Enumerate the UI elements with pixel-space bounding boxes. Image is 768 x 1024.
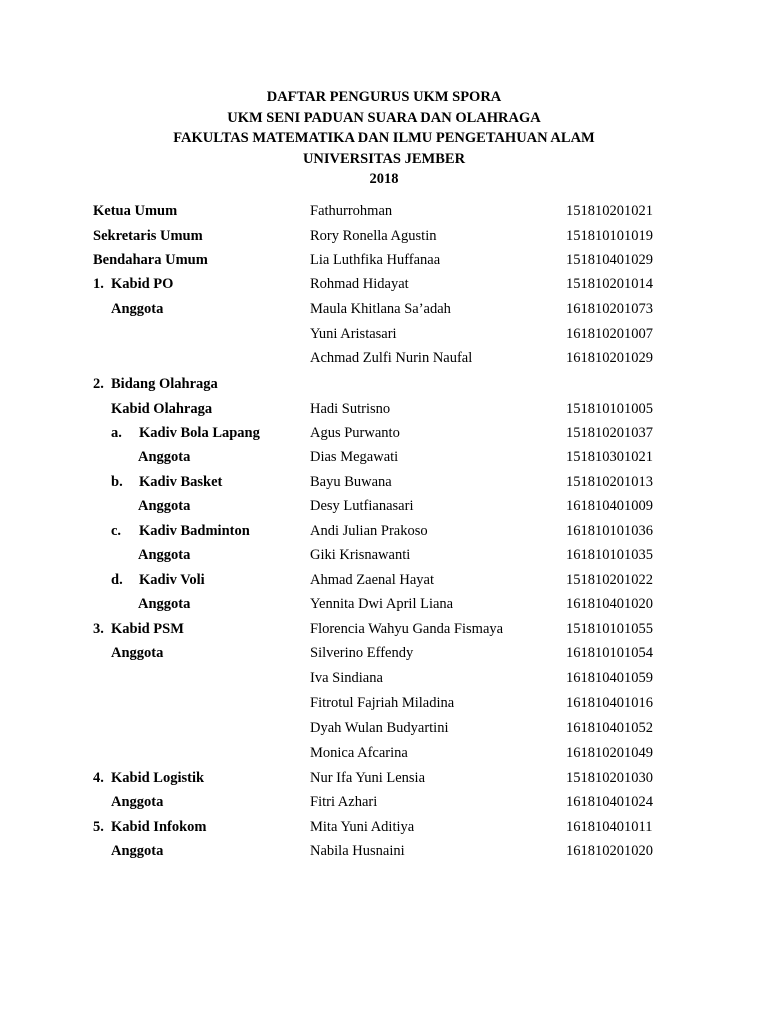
member-nim: 161810401016 [566,695,653,711]
member-name: Fitri Azhari [310,794,378,810]
table-row [0,520,768,542]
member-nim: 161810401024 [566,794,653,810]
member-nim: 161810101054 [566,645,653,661]
member-name: Andi Julian Prakoso [310,523,428,539]
member-nim: 151810101005 [566,401,653,417]
member-nim: 161810201020 [566,843,653,859]
member-nim: 161810401009 [566,498,653,514]
table-row [0,667,768,689]
table-row [0,840,768,862]
position-label [111,398,212,420]
table-row [0,544,768,566]
position-label [93,249,208,271]
table-row [0,717,768,739]
member-name: Ahmad Zaenal Hayat [310,572,435,588]
title-line: FAKULTAS MATEMATIKA DAN ILMU PENGETAHUAN ALAM [173,130,595,146]
position-label [93,225,203,247]
position-label [138,593,190,615]
table-row [0,323,768,345]
member-name: Desy Lutfianasari [310,498,414,514]
role-text: Ketua Umum [93,203,178,219]
table-row [0,298,768,320]
member-nim: 151810201014 [566,276,653,292]
position-label [138,446,190,468]
position-label [138,495,190,517]
table-row [0,446,768,468]
table-row [0,791,768,813]
member-name: Bayu Buwana [310,474,392,490]
table-row [0,642,768,664]
member-nim: 151810101019 [566,228,653,244]
position-label [111,791,163,813]
item-number: b. [111,474,123,490]
member-name: Giki Krisnawanti [310,547,411,563]
title-line: 2018 [369,171,399,187]
member-nim: 151810201013 [566,474,653,490]
table-row [0,495,768,517]
table-row [0,398,768,420]
member-name: Florencia Wahyu Ganda Fismaya [310,621,504,637]
member-name: Lia Luthfika Huffanaa [310,252,441,268]
position-label [111,642,163,664]
item-number: 3. [93,621,104,637]
table-row [0,373,768,395]
position-label [93,816,207,838]
member-nim: 151810201022 [566,572,653,588]
table-row [0,618,768,640]
position-label [93,200,177,222]
member-nim: 161810401059 [566,670,653,686]
table-row [0,767,768,789]
role-text: Kabid Infokom [111,819,207,835]
member-nim: 161810401020 [566,596,653,612]
member-nim: 161810201073 [566,301,653,317]
item-number: 4. [93,770,104,786]
member-nim: 151810201021 [566,203,653,219]
member-name: Nabila Husnaini [310,843,405,859]
role-text: Kabid Logistik [111,770,205,786]
role-text: Kadiv Bola Lapang [139,425,260,441]
member-nim: 161810201049 [566,745,653,761]
title-line: UNIVERSITAS JEMBER [302,150,466,167]
role-text: Kabid Olahraga [111,401,213,417]
member-name: Yennita Dwi April Liana [310,596,454,612]
table-row [0,422,768,444]
member-name: Nur Ifa Yuni Lensia [310,770,426,786]
member-nim: 161810101035 [566,547,653,563]
member-name: Iva Sindiana [310,670,383,686]
table-row [0,225,768,247]
role-text: Anggota [138,498,191,514]
title-line: DAFTAR PENGURUS UKM SPORA [266,89,502,105]
role-text: Anggota [138,449,191,465]
member-name: Rohmad Hidayat [310,276,409,292]
position-label [111,840,163,862]
member-name: Yuni Aristasari [310,326,397,342]
item-number: 5. [93,819,104,835]
position-label [93,767,204,789]
member-name: Silverino Effendy [310,645,414,661]
member-name: Maula Khitlana Sa’adah [310,301,451,317]
member-name: Agus Purwanto [310,425,400,441]
member-name: Fathurrohman [310,203,393,219]
item-number: 2. [93,376,104,392]
member-nim: 151810301021 [566,449,653,465]
member-nim: 161810101036 [566,523,653,539]
member-nim: 161810201029 [566,350,653,366]
position-label [111,520,250,542]
table-row [0,471,768,493]
member-nim: 151810201030 [566,770,653,786]
table-row [0,816,768,838]
position-label [111,422,260,444]
table-row [0,742,768,764]
role-text: Anggota [111,843,164,859]
position-label [111,569,205,591]
member-name: Fitrotul Fajriah Miladina [310,695,455,711]
member-nim: 161810401052 [566,720,653,736]
role-text: Sekretaris Umum [93,228,203,244]
title-line: UKM SENI PADUAN SUARA DAN OLAHRAGA [227,109,541,126]
role-text: Anggota [111,645,164,661]
item-number: a. [111,425,122,441]
item-number: d. [111,572,123,588]
table-row [0,569,768,591]
position-label [111,298,163,320]
role-text: Kadiv Voli [139,572,205,588]
member-name: Dias Megawati [310,449,399,465]
role-text: Bendahara Umum [93,252,208,268]
member-nim: 161810201007 [566,326,653,342]
member-name: Rory Ronella Agustin [310,228,437,244]
member-nim: 151810101055 [566,621,653,637]
table-row [0,249,768,271]
role-text: Kabid PO [111,276,174,292]
table-row [0,593,768,615]
role-text: Bidang Olahraga [111,376,218,392]
role-text: Kabid PSM [111,621,184,637]
role-text: Anggota [111,301,164,317]
item-number: 1. [93,276,104,292]
table-row [0,347,768,369]
member-nim: 151810201037 [566,425,653,441]
position-label [93,373,218,395]
member-name: Mita Yuni Aditiya [310,819,415,835]
role-text: Kadiv Basket [139,474,223,490]
member-nim: 161810401011 [566,819,653,835]
position-label [93,273,173,295]
position-label [111,471,222,493]
role-text: Anggota [138,547,191,563]
member-name: Monica Afcarina [310,745,408,761]
role-text: Kadiv Badminton [139,523,250,539]
role-text: Anggota [138,596,191,612]
table-row [0,692,768,714]
role-text: Anggota [111,794,164,810]
member-name: Hadi Sutrisno [310,401,391,417]
member-name: Achmad Zulfi Nurin Naufal [310,350,473,366]
table-row [0,200,768,222]
position-label [93,618,184,640]
member-name: Dyah Wulan Budyartini [310,720,449,736]
member-nim: 151810401029 [566,252,653,268]
table-row [0,273,768,295]
position-label [138,544,190,566]
document-title [0,87,768,190]
item-number: c. [111,523,122,539]
